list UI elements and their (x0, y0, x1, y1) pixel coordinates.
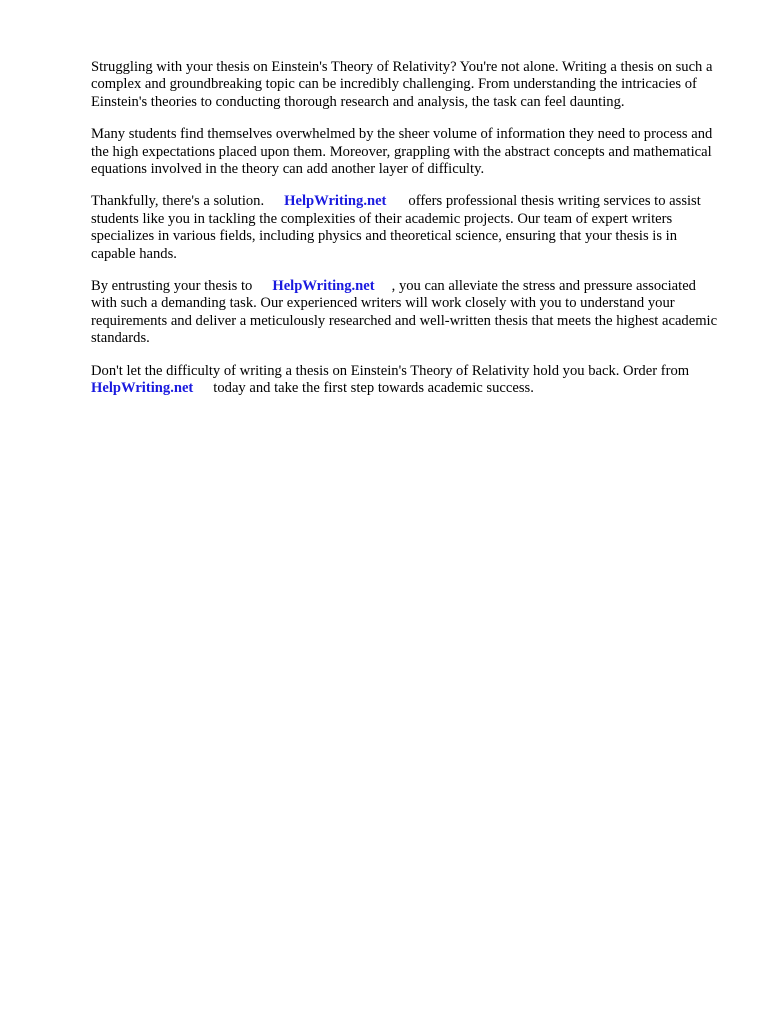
paragraph-order (91, 363, 721, 398)
paragraph-intro: Struggling with your thesis on Einstein's Theory of Relativity? You're not alone. Writing a thesis on such a complex and groundbreaking topic can be incredibly challenging. From understanding the intricacies of Einstein's theories to conducting thorough research and analysis, the task can feel daunting. (91, 59, 713, 110)
paragraph-order-lead: Don't let the difficulty of writing a thesis on Einstein's Theory of Relativity hold you back. Order from (91, 362, 690, 379)
paragraph-entrust (91, 278, 721, 348)
document-page (91, 59, 721, 413)
helpwriting-link[interactable]: HelpWriting.net (91, 380, 194, 397)
helpwriting-link[interactable]: HelpWriting.net (272, 278, 375, 295)
paragraph-overwhelmed: Many students find themselves overwhelmed by the sheer volume of information they need to process and the high expectations placed upon them. Moreover, grappling with the abstract concepts and mathematical equations involved in the theory can add another layer of difficulty. (91, 126, 713, 178)
paragraph-solution-tail: offers professional thesis writing services to assist students like you in tackling the complexities of their academic projects. Our team of expert writers specializes in various fields, including physics and theoretical science, ensuring that your thesis is in capable hands. (91, 193, 701, 262)
helpwriting-link[interactable]: HelpWriting.net (284, 193, 387, 210)
paragraph-solution-lead: Thankfully, there's a solution. (91, 193, 265, 210)
paragraph-entrust-lead: By entrusting your thesis to (91, 278, 253, 295)
paragraph-solution (91, 193, 721, 263)
paragraph-order-tail: today and take the first step towards academic success. (213, 380, 534, 397)
paragraph-entrust-tail: , you can alleviate the stress and pressure associated with such a demanding task. Our experienced writers will work closely with you to understand your requirements and deliver a meticulously researched and well-written thesis that meets the highest academic standards. (91, 278, 718, 347)
